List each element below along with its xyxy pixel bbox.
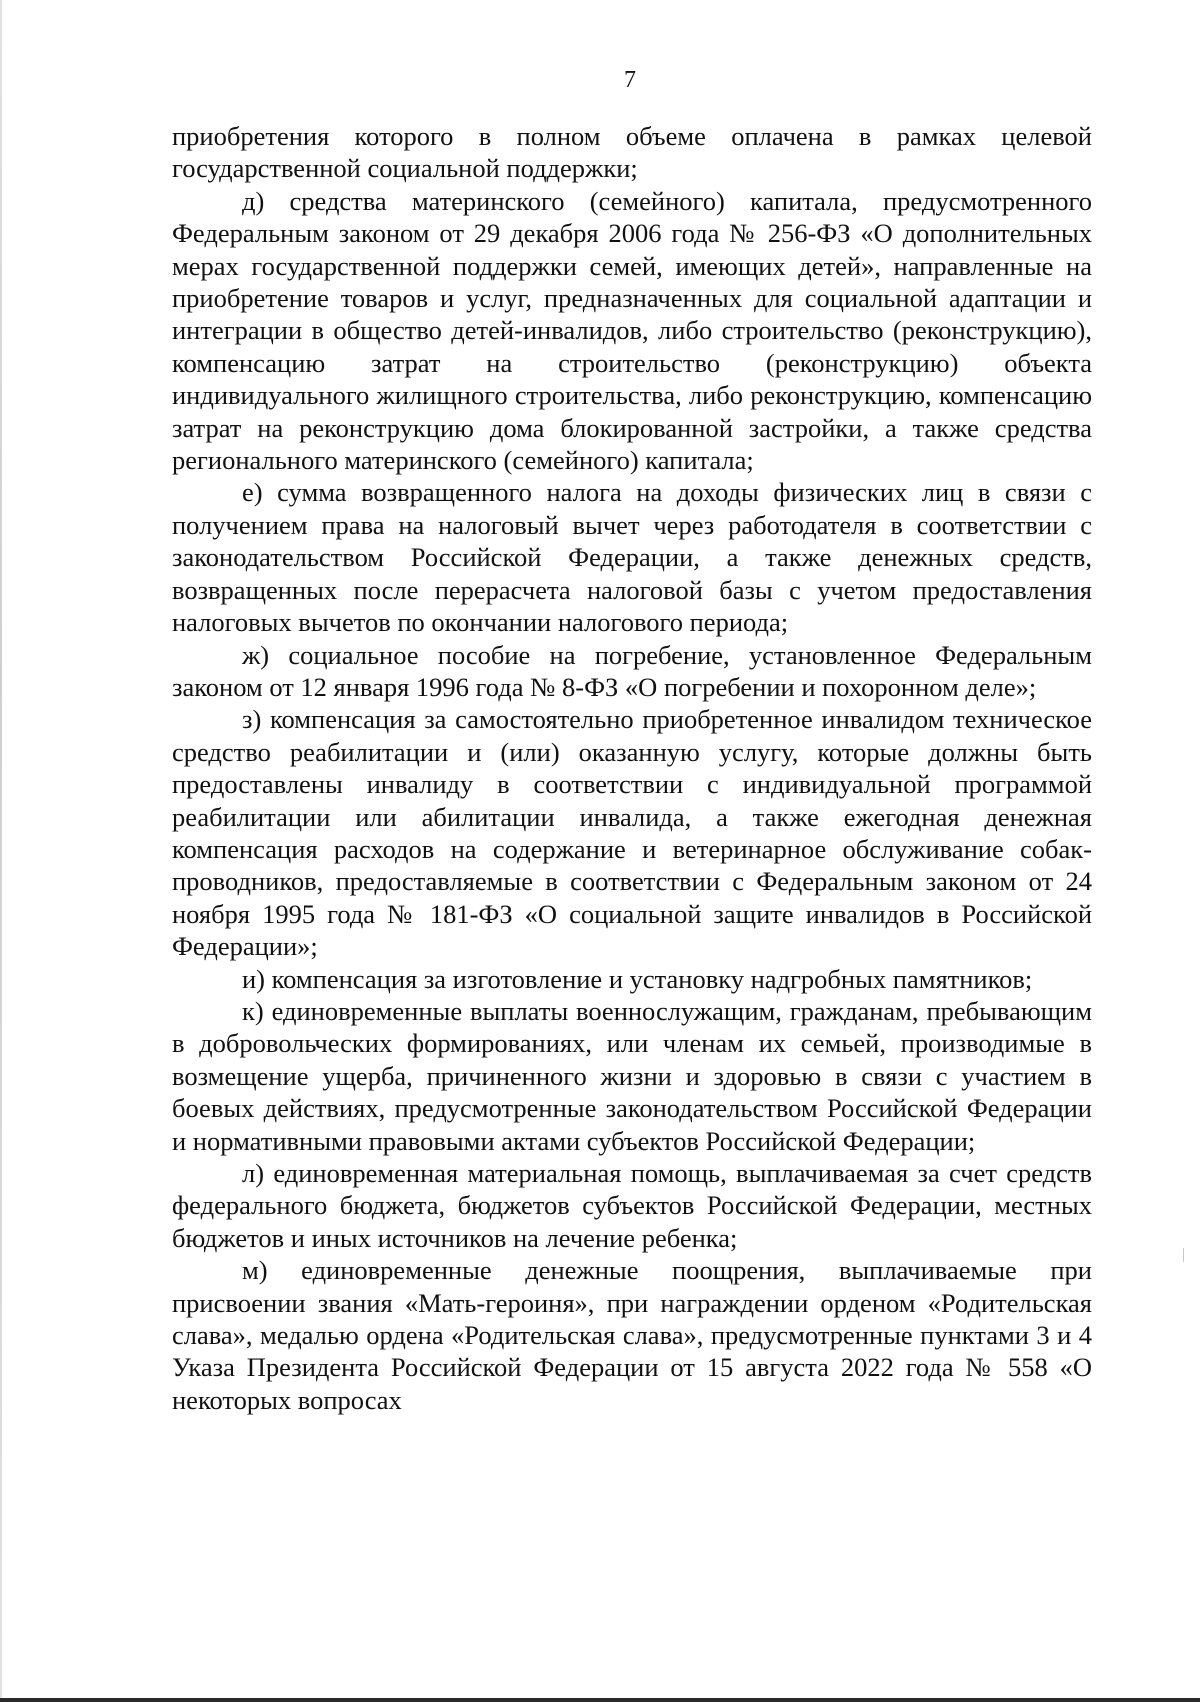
paragraph-item-e: е) сумма возвращенного налога на доходы физических лиц в связи с получением права на налоговый вычет через работодателя в соответствии с законодательством Российской Федерации, а также денежных средств, возвращенных после перерасчета налоговой базы с учетом предоставления налоговых вычетов по окончании налогового периода; [172, 477, 1092, 638]
scan-bottom-edge [0, 1698, 1200, 1702]
scan-left-edge [0, 0, 2, 1702]
document-body [172, 120, 1092, 1416]
page-number: 7 [624, 67, 636, 93]
paragraph-item-m: м) единовременные денежные поощрения, выплачиваемые при присвоении звания «Мать-героиня», при награждении орденом «Родительская слава», медалью ордена «Родительская слава», предусмотренные пунктами 3 и 4 Указа Президента Российской Федерации от 15 августа 2022 года № 558 «О некоторых вопросах [172, 1255, 1092, 1415]
paragraph-item-d: д) средства материнского (семейного) капитала, предусмотренного Федеральным законом от 29 декабря 2006 года № 256-ФЗ «О дополнительных мерах государственной поддержки семей, имеющих детей», направленные на приобретение товаров и услуг, предназначенных для социальной адаптации и интеграции в общество детей-инвалидов, либо строительство (реконструкцию), компенсацию затрат на строительство (реконструкцию) объекта индивидуального жилищного строительства, либо реконструкцию, компенсацию затрат на реконструкцию дома блокированной застройки, а также средства регионального материнского (семейного) капитала; [172, 185, 1092, 476]
paragraph-continuation: приобретения которого в полном объеме оплачена в рамках целевой государственной социальной поддержки; [172, 121, 1092, 184]
paragraph-item-l: л) единовременная материальная помощь, выплачиваемая за счет средств федерального бюджета, бюджетов субъектов Российской Федерации, местных бюджетов и иных источников на лечение ребенка; [172, 1158, 1092, 1253]
paragraph-item-i: и) компенсация за изготовление и установку надгробных памятников; [242, 963, 1033, 994]
paragraph-item-zh: ж) социальное пособие на погребение, установленное Федеральным законом от 12 января 1996 года № 8-ФЗ «О погребении и похоронном деле»; [172, 639, 1092, 702]
scan-margin-mark [1183, 1248, 1184, 1262]
paragraph-item-k: к) единовременные выплаты военнослужащим, гражданам, пребывающим в добровольческих формированиях, или членам их семьей, производимые в возмещение ущерба, причиненного жизни и здоровью в связи с участием в боевых действиях, предусмотренные законодательством Российской Федерации и нормативными правовыми актами субъектов Российской Федерации; [172, 995, 1092, 1156]
paragraph-item-z: з) компенсация за самостоятельно приобретенное инвалидом техническое средство реабилитации и (или) оказанную услугу, которые должны быть предоставлены инвалиду в соответствии с индивидуальной программой реабилитации или абилитации инвалида, а также ежегодная денежная компенсация расходов на содержание и ветеринарное обслуживание собак-проводников, предоставляемые в соответствии с Федеральным законом от 24 ноября 1995 года № 181-ФЗ «О социальной защите инвалидов в Российской Федерации»; [172, 704, 1092, 962]
